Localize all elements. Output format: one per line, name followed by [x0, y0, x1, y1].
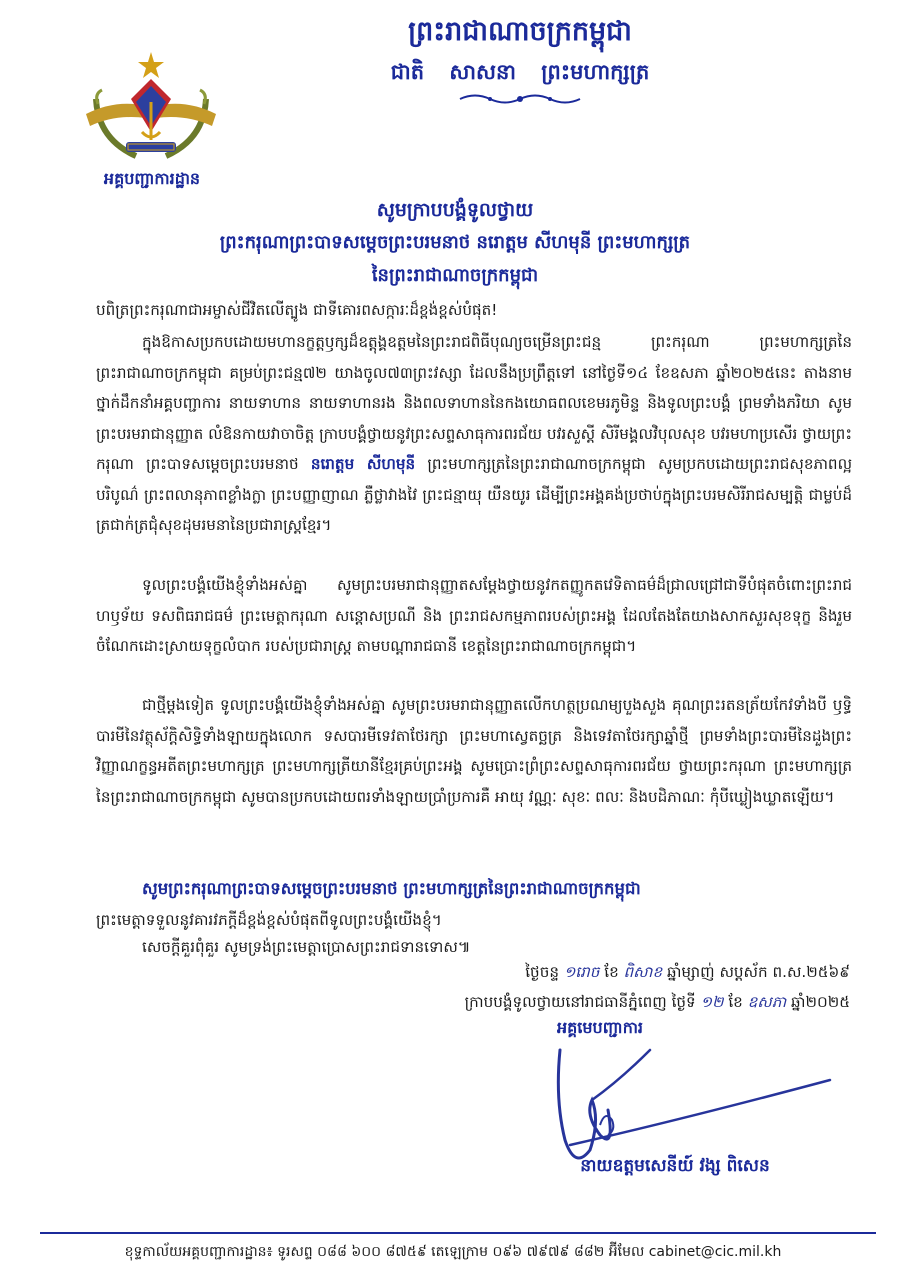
paragraph-4-lead: សូមព្រះករុណាព្រះបាទសម្តេចព្រះបរមនាថ ព្រះមហាក្សត្រនៃព្រះរាជាណាចក្រកម្ពុជា [142, 879, 641, 898]
paragraph-1-text: ក្នុងឱកាសប្រកបដោយមហានក្ខត្តឫក្សដ៏ឧត្តុង្គឧត្តមនៃព្រះរាជពិធីបុណ្យចម្រើនព្រះជន្ម ព្រះករុណា ព្រះមហាក្សត្រនៃព្រះរាជាណាចក្រកម្ពុជា គម្រប់ព្រះជន្ម៧២ យាងចូល៧៣ព្រះវស្សា ដែលនឹងប្រព្រឹត្តទៅ នៅថ្ងៃទី១៤ ខែឧសភា ឆ្នាំ២០២៥នេះ តាងនាមថ្នាក់ដឹកនាំអគ្គបញ្ជាការ នាយទាហាន នាយទាហានរង និងពលទាហាននៃកងយោធពលខេមរភូមិន្ទ និងទូលព្រះបង្គំ ព្រមទាំងភរិយា សូមព្រះបរមរាជានុញ្ញាត លំឱនកាយវាចាចិត្ត ក្រាបបង្គំថ្វាយនូវព្រះសព្ទសាធុការពរជ័យ បវរសួស្តី សិរីមង្គលវិបុលសុខ បវរមហាប្រសើរ ថ្វាយព្រះករុណា ព្រះបាទសម្តេចព្រះបរមនាថ [96, 333, 852, 473]
paragraph-3: ជាថ្មីម្តងទៀត ទូលព្រះបង្គំយើងខ្ញុំទាំងអស់គ្នា សូមព្រះបរមរាជានុញ្ញាតលើកហត្ថប្រណម្យបួងសួង គុណព្រះរតនត្រ័យកែវទាំងបី ឫទ្ធិបារមីនៃវត្ថុស័ក្តិសិទ្ធិទាំងឡាយក្នុងលោក ទសបារមីទេវតាថែរក្សា ព្រះមហាស្វេតច្ឆត្រ និងទេវតាថែរក្សាឆ្នាំថ្មី ព្រមទាំងព្រះបារមីនៃដួងព្រះវិញ្ញាណក្ខន្ធអតីតព្រះមហាក្សត្រ ព្រះមហាក្សត្រីយានីខ្មែរគ្រប់ព្រះអង្គ សូមប្រោះព្រំព្រះសព្ទសាធុការពរជ័យ ថ្វាយព្រះករុណា ព្រះមហាក្សត្រ នៃព្រះរាជាណាចក្រកម្ពុជា សូមបានប្រកបដោយពរទាំងឡាយប្រាំប្រការគឺ អាយុ វណ្ណៈ សុខៈ ពលៈ និងបដិភាណៈ កុំបីឃ្លៀងឃ្លាតឡើយ។ [96, 696, 852, 806]
lunar-month-handwritten: ពិសាខ [623, 963, 663, 981]
closing-line: សេចក្តីគួរពុំគួរ សូមទ្រង់ព្រះមេត្តាប្រោសព្រះរាជទានទោស៕ [142, 938, 471, 956]
year: ឆ្នាំ២០២៥ [791, 993, 850, 1011]
solar-date-line [220, 987, 850, 1017]
organization-name: អគ្គបញ្ជាការដ្ឋាន [103, 169, 201, 188]
footer-divider [40, 1232, 876, 1234]
signatory-name: នាយឧត្តមសេនីយ៍ វង្ស ពិសេន [580, 1156, 770, 1176]
king-name: នរោត្តម សីហមុនី [310, 455, 416, 473]
kingdom-heading: ព្រះរាជាណាចក្រកម្ពុជា [408, 16, 632, 47]
lunar-day-handwritten: ១រោច [563, 963, 600, 981]
lunar-month-label: ខែ [604, 963, 619, 981]
paragraph-4 [96, 874, 852, 935]
lunar-date-line [220, 957, 850, 987]
addressee-line-3: នៃព្រះរាជាណាចក្រកម្ពុជា [371, 265, 539, 286]
day-handwritten: ១២ [700, 993, 724, 1011]
paragraph-2: ទូលព្រះបង្គំយើងខ្ញុំទាំងអស់គ្នា សូមព្រះបរមរាជានុញ្ញាតសម្តែងថ្វាយនូវកតញ្ញូកតវេទិតាធម៌ដ៏ជ្រាលជ្រៅជាទីបំផុតចំពោះព្រះរាជហឫទ័យ ទសពិធរាជធម៌ ព្រះមេត្តាករុណា សន្តោសប្រណី និង ព្រះរាជសកម្មភាពរបស់ព្រះអង្គ ដែលតែងតែយាងសាកសួរសុខទុក្ខ និងរួមចំណែកដោះស្រាយទុក្ខលំបាក របស់ប្រជារាស្ត្រ តាមបណ្តារាជធានី ខេត្តនៃព្រះរាជាណាចក្រកម្ពុជា។ [96, 576, 852, 655]
addressee-line-1: សូមក្រាបបង្គំទូលថ្វាយ [376, 199, 534, 221]
ornament-divider-icon [455, 92, 585, 106]
footer-contact: ខុទ្ទកាល័យអគ្គបញ្ជាការដ្ឋាន៖ ទូរសព្ទ ០៨៨ ៦០០ ៨៧៥៩ តេឡេក្រាម ០៩៦ ៧៩៧៩ ៨៨២ អ៊ីមែល cabinet@cic.mil.kh [124, 1244, 782, 1260]
month-label: ខែ [728, 993, 743, 1011]
month-handwritten: ឧសភា [747, 993, 787, 1011]
paragraph-4-rest: ព្រះមេត្តាទទួលនូវគារវភក្តីដ៏ខ្ពង់ខ្ពស់បំផុតពីទូលព្រះបង្គំយើងខ្ញុំ។ [96, 910, 442, 929]
place-date-label: ក្រាបបង្គំទូលថ្វាយនៅរាជធានីភ្នំពេញ ថ្ងៃទី [464, 993, 696, 1011]
paragraph-1 [96, 327, 852, 541]
military-emblem-icon [76, 44, 226, 169]
lunar-year: ឆ្នាំម្សាញ់ សប្តស័ក ព.ស.២៥៦៩ [666, 963, 850, 981]
paragraph-1-end: ព្រះមហាក្សត្រនៃព្រះរាជាណាចក្រកម្ពុជា សូមប្រកបដោយព្រះរាជសុខភាពល្អបរិបូណ៌ ព្រះពលានុភាពខ្លាំងក្លា ព្រះបញ្ញាញាណ ភ្លឺថ្លាវាងវៃ ព្រះជន្មាយុ យឺនយូរ ដើម្បីព្រះអង្គគង់ប្រថាប់ក្នុងព្រះបរមសិរីរាជសម្បត្តិ ជាម្លប់ដ៏ត្រជាក់ត្រជុំសុខដុមរមនានៃប្រជារាស្ត្រខ្មែរ។ [96, 455, 853, 534]
salutation: បពិត្រព្រះករុណាជាអម្ចាស់ជីវិតលើត្បូង ជាទីគោរពសក្ការៈដ៏ខ្ពង់ខ្ពស់បំផុត! [96, 301, 498, 319]
signatory-title: អគ្គមេបញ្ជាការ [556, 1018, 643, 1037]
lunar-day-label: ថ្ងៃចន្ទ [525, 963, 559, 981]
addressee-line-2: ព្រះករុណាព្រះបាទសម្តេចព្រះបរមនាថ នរោត្តម សីហមុនី ព្រះមហាក្សត្រ [219, 232, 691, 253]
national-motto: ជាតិ សាសនា ព្រះមហាក្សត្រ [390, 60, 650, 84]
